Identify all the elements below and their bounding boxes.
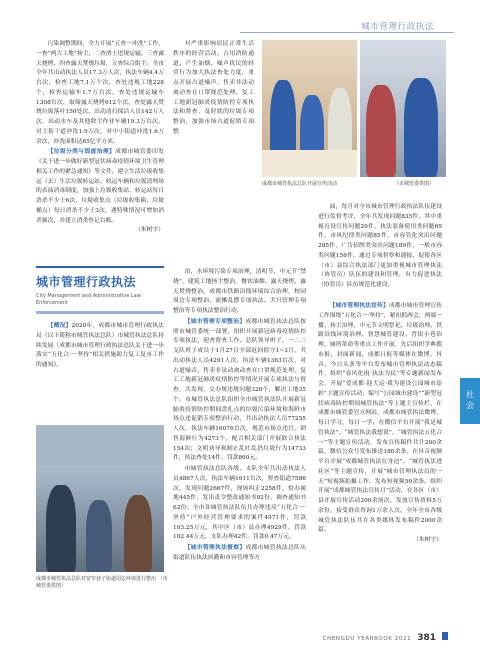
paragraph xyxy=(36,322,164,371)
paragraph xyxy=(36,148,164,236)
paragraph-heading: 【城市管理执法督察】 xyxy=(184,545,246,551)
paragraph xyxy=(173,544,306,564)
footer-yearbook: CHENGDU YEARBOOK 2021 xyxy=(322,636,412,642)
section-title-text: 城市管理行政执法 xyxy=(36,275,137,289)
paragraph xyxy=(173,268,306,317)
column-1-bottom xyxy=(36,322,164,422)
paragraph-heading: 【概况】 xyxy=(47,323,72,329)
section-title-english: City Management and Administrative Law Enforcement xyxy=(36,293,141,306)
photo-table xyxy=(262,150,357,177)
paragraph-text: 2020年，成都市城市管理行政执法局（以下简称市城管执法总队）市城管执法总队持续发展（成都市城市管理行政执法总队关于进一步落实“五化合一·坚持”相关措施助力复工复市工作的通知》， xyxy=(36,323,164,368)
paragraph-text: 污染调整期间，全力开展“五查一冲洗”工作，一查“两大工地”扬尘，二查渣土违规运输，三查露天烧烤，四查露天焚烧垃圾，五查综合街尘。全市全年共出动执法人员17.3万人次，执法车辆4.4万台次，检查工地7.1万个次，查处违规工地228个，检查运输车1.7万台次，查处违规运输车1308台次，取缔露天烧烤612个次，查处露天焚烧垃圾落叶150处次，出动清扫保洁人员142万人次，出动水车及其他除尘作业车辆19.3万台次，对主街干道冲洗1.9万次，对中小街道冲洗1.6万余次，冲洗面积达85亿平方米。 xyxy=(36,41,164,145)
paragraph-text: 成都市城管执法总队从街道队伍执法执勤和市容管理等方 xyxy=(173,545,306,561)
page-footer xyxy=(323,632,448,643)
photo-figure xyxy=(366,85,396,177)
paragraph-text: 治，水环境污染专项治理，清明节、中元节“禁烧”，建筑工地扬尘整治，餐饮油烟、露天烧烤、露天焚烧整治，成都市铁路沿线环境综合治理，校园周边专项整治，流摊乱摆专项执法、犬只管理专项整治等专项执法整治行动。 xyxy=(173,269,306,314)
paragraph-text: 面，每月对全市城市管理行政执法队伍建设进行监督考评，全年共发现问题835件，其中重视育设宣传问题29件，执法装备使用类问题69件，市风纪律类问题85件，市容管化突出问题285件，广告招牌类突出问题189件，一般市容类问题156件，通过专项督察和通报，促使各区（市）县综合执法部门更加重视城市管理执法（协管员）队伍的建设和管理，有力促进执法（协管员）队伍规范化建设。 xyxy=(318,204,442,288)
photo-figure xyxy=(124,495,152,572)
paragraph xyxy=(36,40,164,147)
paragraph-text: 对严重影响居民正常生活秩序的经营活动，占用消防通道、产生油烟、噪声扰民的经营行为加大执法查处力度，重点开展占道噪声、售卖非法动禽动查在口罩规范处理、复工工地新冠肺炎疫情防控专项执法和督查，及时底的垃圾专项整治，加强市场占道促销专项整 xyxy=(173,41,254,135)
caption-photo3: 成都市城管执法总队对宽窄巷子街道周边环境进行整治 （市城管委供图） xyxy=(36,576,168,589)
column-1-top xyxy=(36,40,164,258)
paragraph-text: 成都市城管委印发《关于进一步做好新型冠状病毒疫情环境卫生管理相关工作的紧急通知》等文件，建立生活垃圾收集运（去）生活垃圾转运站、收运车辆和垃圾清理场的表演消毒制度，加强上垃圾收集站、转运站每日消杀不少于6次，垃圾收集点（垃圾收集箱、垃圾桶点）每日消杀不少于3次，遇特殊情况可增加消杀频次，并建立消杀登记台账。 xyxy=(36,149,164,224)
paragraph xyxy=(173,40,254,138)
paragraph-text: 市城管执法总队各级、支队全年共出动执法人员4867人次，执法车辆1911台次，督查街道7586次，发现问题2667件，现场纠正2258件，督办属地445件，发出责令整改通知书92份，调查通知书62份；全市各城管执法队伍共办理违反“五化合一·坚持”户外经营管理要求的案件4971件，罚款103.25万元，其中区（市）县办理4929件，罚款102.44万元，支队办理42件，罚款0.47万元。 xyxy=(173,466,306,541)
side-tab-label: 社会 xyxy=(465,390,475,412)
column-4 xyxy=(318,203,442,295)
running-head: 城市管理行政执法 xyxy=(361,22,434,32)
author-signature: （朱树宇） xyxy=(135,227,164,234)
photo-figure xyxy=(86,500,112,572)
paragraph-heading: 【城市管理执法宣传】 xyxy=(329,303,389,309)
paragraph xyxy=(318,203,442,291)
column-2 xyxy=(173,40,254,226)
header-rule xyxy=(240,32,454,33)
photo-storefront xyxy=(36,425,164,465)
column-5 xyxy=(318,302,442,638)
photo-publicity-event xyxy=(262,40,357,177)
paragraph xyxy=(173,318,306,464)
paragraph-heading: 【垃圾分类与固废治理】 xyxy=(47,149,116,156)
column-3 xyxy=(173,268,306,638)
paragraph-text: 成都市城管执法总队按照市城管委统一部署，组织开展新冠病毒疫情防控专项执法，迎查督查工作，总队领导班子，一二三支队班子成员于1月27日全部返回值守1~3月，共出动执法人员4291人次，执法车辆1363台次，对占道噪音、售卖非法动禽动查在口罩规范处理，复工工地新冠肺炎疫情防控等情况开展专项执法与督查，共发现、交办规违规问题328个，解决工地35个。市城管执法总队组织全市城管执法队开展新冠肺炎疫情防控期间盘扎点的垃圾污染环境和海鲜市场点违促销专项整治行动，共出动执法人员77255人次，执法车辆16076台次，规范市场点违官，销售海鲜行为4273个，配合相关部门开展联合执法154次；文明劝导和制止乱吐乱扔垃圾行为14733件，执法查处14件，罚款860元。 xyxy=(173,318,306,462)
photo-street-enforcement xyxy=(36,425,164,572)
section-title-bar xyxy=(36,311,164,314)
footer-mark xyxy=(442,632,448,640)
paragraph xyxy=(318,302,442,546)
caption-photo1: 成都市城管执法总队开展宣传活动 xyxy=(262,181,338,187)
photo-figure xyxy=(404,78,438,177)
photo-figure xyxy=(46,485,76,572)
side-section-tab xyxy=(460,378,480,424)
section-title xyxy=(36,266,164,314)
paragraph xyxy=(173,465,306,543)
author-signature: （朱树宇） xyxy=(413,537,442,543)
photo-officer-dialogue xyxy=(360,40,446,177)
page-number: 381 xyxy=(417,633,436,643)
caption-photo2: （市城管委供图） xyxy=(394,181,435,187)
paragraph-text: 成都市城市管理宣传工作围绕“五化合一·坚持”，紧扣抓两会、两端一播、扬尘治理、中元节文明祭祀、垃圾治理、铁路沿线环境治理、智慧城管建设、背街小巷治理、厕所革命等重点工作开展，先后组织学典都市报，封面新闻、成都日报等媒体在微博、抖音、今日头条等平台发布城市管理执法动态稿件，组织“春风化雨·执法为民”等专题新闻发布会，开展“爱成都·迎大运·我为建设公园城市添彩”主题宣传活动，编写“公园城市建设”“新型冠状病毒防控期间城管执法”等主题主宣传栏，在成都市城管委官方网站，成都市城管执法微博，每日学习，每日一学，在微信平台开展“我是城管执法”、“城管执法我想说”、“城管执法五化合一”等主题宣传活动，发布宣传稿件共计200余篇，微信公众号发布推送180余条，在抖音视频平台开展“成都城管执法在身边”、“城管执法进社区”等主题宣传，开展“城市管理执法员的一天”短视频拍摄工作，发布短视频50余条。组织开展“成都城管执法宣传月”活动，在各区（市）县开展宣传活动200余场次，发放宣传资料5万余份，接受群众咨询1万余人次。全年全市各级城管执法队伍共在各类媒体发布稿件2000余篇。 xyxy=(318,303,442,534)
paragraph-heading: 【城市管理专项整治】 xyxy=(184,318,246,325)
